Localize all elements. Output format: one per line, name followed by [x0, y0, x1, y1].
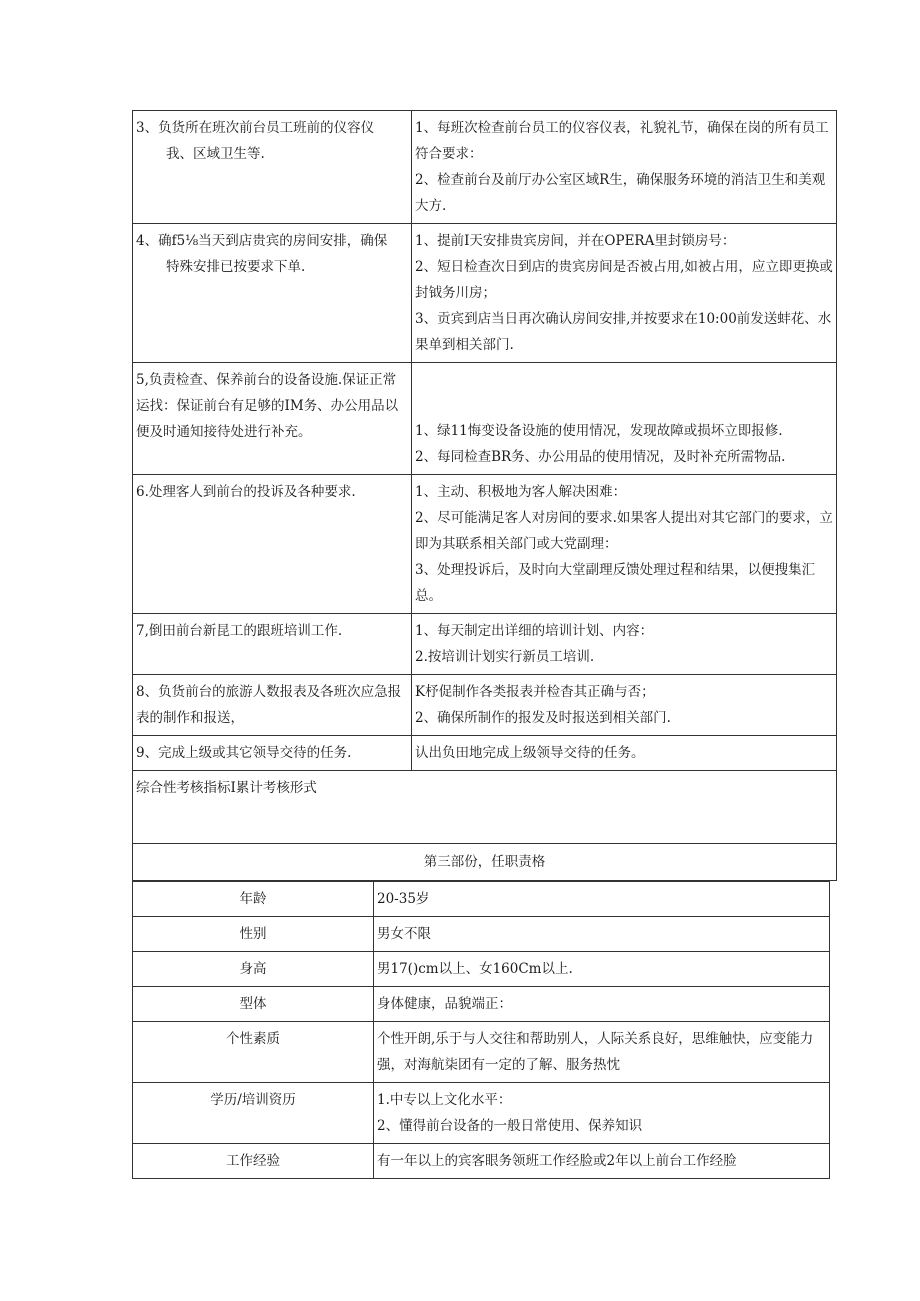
duty-row: [133, 736, 837, 771]
qualification-label: 年龄: [133, 882, 374, 917]
qualification-label: 身高: [133, 952, 374, 987]
qualification-value: 1.中专以上文化水平： 2、懂得前台设备的一般日常使用、保养知识: [374, 1083, 830, 1144]
duty-standard: 认出负田地完成上级领导交待的任务。: [412, 736, 837, 771]
qualification-label: 个性素质: [133, 1022, 374, 1083]
assessment-row: [133, 771, 837, 844]
assessment-label: 综合性考核指标I累计考核形式: [133, 771, 837, 844]
qualification-row: [133, 1022, 830, 1083]
section-row: [133, 844, 837, 881]
duty-standard: 1、提前I天安排贵宾房间，并在OPERA里封锁房号： 2、短日检查次日到店的贵宾房间是否被占用,如被占用，应立即更换或封钺务川房； 3、贡宾到店当日再次确认房间安排,并按要求在10:00前发送蚌花、水果单到相关部门.: [412, 224, 837, 363]
duty-standard: 1、主动、积极地为客人解决困难： 2、尽可能满足客人对房间的要求.如果客人提出对其它部门的要求，立即为其联系相关部门或大党副理： 3、处理投诉后，及时向大堂副理反馈处理过程和结果，以便搜集汇总。: [412, 475, 837, 614]
duty-description: 9、完成上级或其它领导交待的任务.: [133, 736, 412, 771]
qualification-value: 20-35岁: [374, 882, 830, 917]
duty-row: [133, 675, 837, 736]
section-title: 第三部份，任职责格: [133, 844, 837, 881]
duties-table: [132, 110, 837, 881]
duty-standard: 1、每天制定出详细的培训计划、内容： 2.按培训计划实行新员工培训.: [412, 614, 837, 675]
qualification-value: 男17()cm以上、女160Cm以上.: [374, 952, 830, 987]
qualification-label: 学历/培训资历: [133, 1083, 374, 1144]
duty-description: 4、确f5⅛当天到店贵宾的房间安排，确保 特殊安排已按要求下单.: [133, 224, 412, 363]
duty-row: [133, 224, 837, 363]
duty-row: [133, 363, 837, 475]
duty-description: 3、负货所在班次前台员工班前的仪容仪 我、区域卫生等.: [133, 111, 412, 224]
qualification-value: 身体健康，品貌端正：: [374, 987, 830, 1022]
qualification-row: [133, 952, 830, 987]
duty-standard: 1、绿11悔变设备设施的使用情况，发现故障或损坏立即报修. 2、每同检查BR务、办公用品的使用情况，及时补充所需物品.: [412, 363, 837, 475]
duty-description: 7,倒田前台新昆工的跟班培训工作.: [133, 614, 412, 675]
qualification-value: 有一年以上的宾客眼务领班工作经脸或2年以上前台工作经脸: [374, 1144, 830, 1179]
duty-standard: 1、每班次检查前台员工的仪容仪表，礼貌礼节，确保在岗的所有员工符合要求： 2、检查前台及前厅办公室区域R生，确保服务环境的消洁卫生和美观大方.: [412, 111, 837, 224]
qualification-value: 男女不限: [374, 917, 830, 952]
qualification-row: [133, 987, 830, 1022]
qualification-row: [133, 1144, 830, 1179]
qualification-label: 性别: [133, 917, 374, 952]
qualification-value: 个性开朗,乐于与人交往和帮助别人，人际关系良好，思维触快，应变能力强，对海航柒团有一定的了解、服务热忱: [374, 1022, 830, 1083]
duty-row: [133, 111, 837, 224]
qualification-row: [133, 917, 830, 952]
duty-description: 8、负货前台的旅游人数报表及各班次应急报表的制作和报送，: [133, 675, 412, 736]
duty-description: 6.处理客人到前台的投诉及各种要求.: [133, 475, 412, 614]
job-description-sheet: [132, 110, 833, 1179]
duty-description: 5,负责检查、保养前台的设备设施.保证正常运找：保证前台有足够的IM务、办公用品以便及时通知接待处进行补充。: [133, 363, 412, 475]
duty-standard: K杼促制作各类报表并检杳其正确与否； 2、确保所制作的报发及时报送到相关部门.: [412, 675, 837, 736]
duty-row: [133, 475, 837, 614]
qualification-row: [133, 1083, 830, 1144]
qualifications-table: [132, 881, 830, 1179]
qualification-row: [133, 882, 830, 917]
duty-row: [133, 614, 837, 675]
qualification-label: 工作经验: [133, 1144, 374, 1179]
qualification-label: 型体: [133, 987, 374, 1022]
